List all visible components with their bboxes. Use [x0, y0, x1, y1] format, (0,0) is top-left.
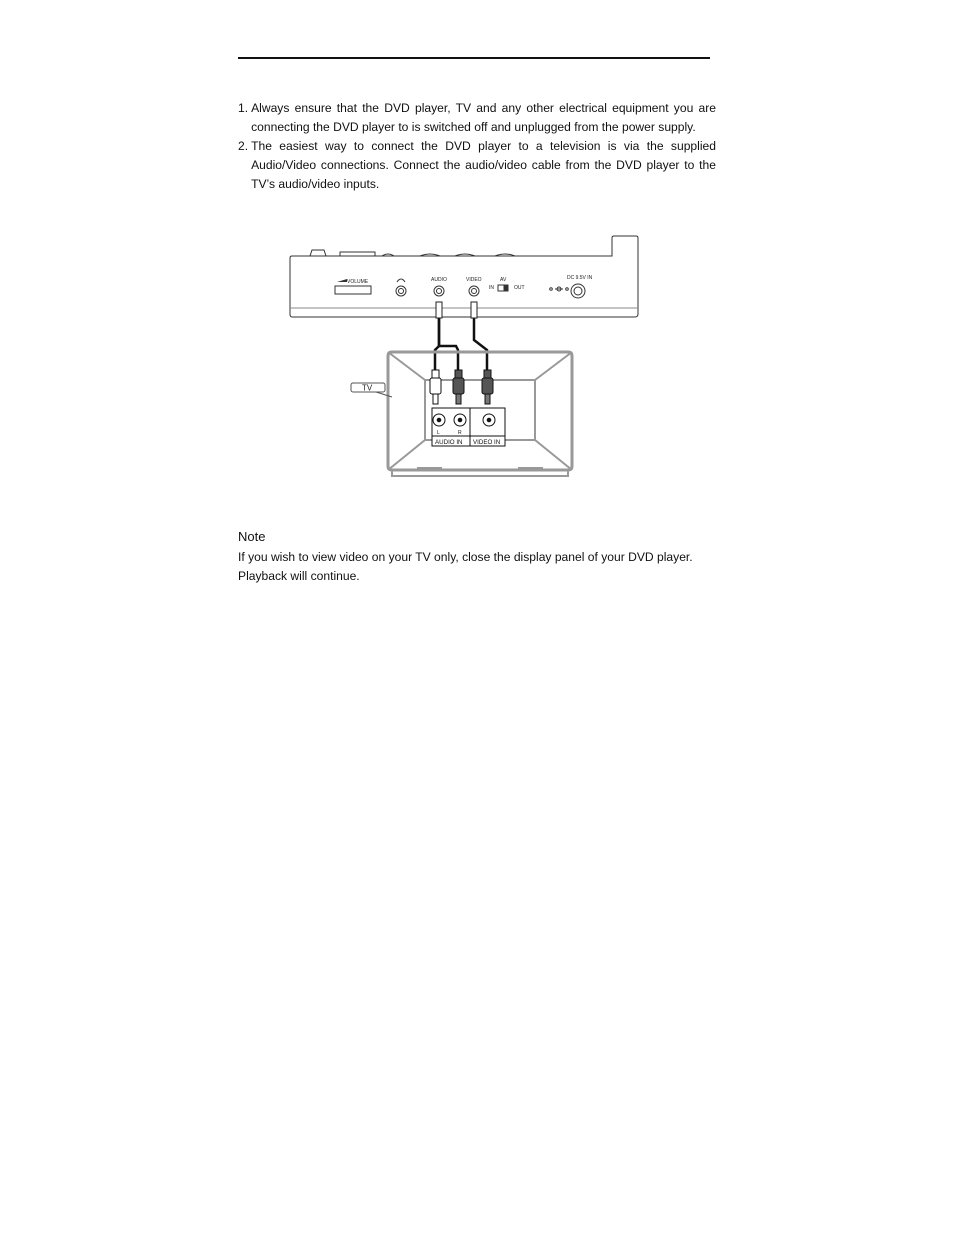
step-1 — [238, 99, 716, 137]
av-label: AV — [500, 277, 507, 283]
note-body: If you wish to view video on your TV only, close the display panel of your DVD player. Playback will continue. — [238, 550, 693, 583]
left-channel-label: L — [437, 430, 440, 436]
tv-callout — [351, 383, 392, 397]
note-heading: Note — [238, 529, 266, 544]
audio-in-label: AUDIO IN — [435, 439, 463, 446]
tv-label: TV — [362, 383, 373, 393]
rca-plugs — [430, 370, 493, 404]
av-in-label: IN — [489, 285, 494, 291]
audio-label: AUDIO — [431, 277, 447, 283]
connection-diagram — [280, 228, 650, 480]
av-out-label: OUT — [514, 285, 525, 291]
step-number: 2. — [238, 139, 249, 153]
av-cables — [435, 302, 487, 372]
step-text: Always ensure that the DVD player, TV and any other electrical equipment you are connecting the DVD player to is switched off and unplugged from the power supply. — [251, 101, 716, 134]
right-channel-label: R — [458, 430, 462, 436]
volume-label: VOLUME — [347, 279, 369, 285]
step-number: 1. — [238, 101, 249, 115]
step-2 — [238, 137, 716, 194]
header-rule — [238, 57, 710, 59]
step-text: The easiest way to connect the DVD player to a television is via the supplied Audio/Video connections. Connect the audio/video cable from the DVD player to the TV’s audio/video inputs. — [251, 139, 716, 191]
video-in-label: VIDEO IN — [473, 439, 501, 446]
connection-steps — [238, 99, 716, 194]
dc-in-label: DC 9.5V IN — [567, 275, 593, 281]
video-label: VIDEO — [466, 277, 482, 283]
